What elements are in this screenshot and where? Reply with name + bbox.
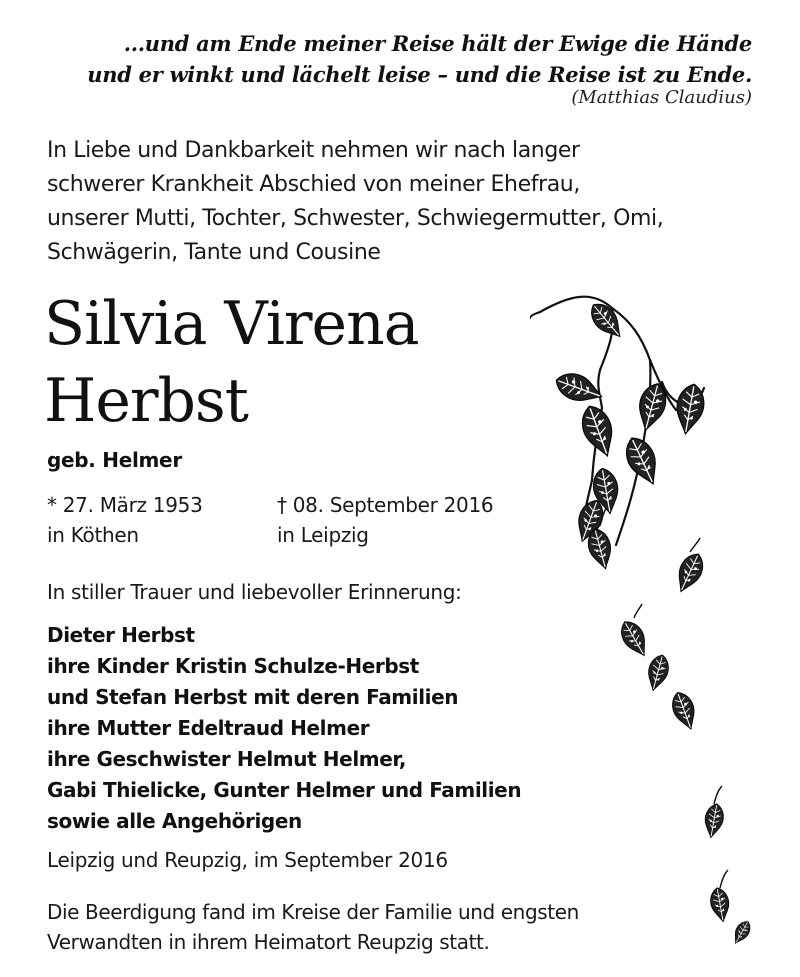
death-date: † 08. September 2016 bbox=[277, 493, 494, 517]
death-info bbox=[277, 490, 493, 550]
family-line: ihre Geschwister Helmut Helmer, bbox=[47, 747, 407, 771]
quote-line-1: ...und am Ende meiner Reise hält der Ewige die Hände bbox=[123, 31, 752, 56]
family-line: Dieter Herbst bbox=[47, 623, 195, 647]
quote-line-2: und er winkt und lächelt leise – und die Reise ist zu Ende. bbox=[87, 62, 752, 87]
family-line: Gabi Thielicke, Gunter Helmer und Familien bbox=[47, 778, 522, 802]
deceased-name-line-2: Herbst bbox=[44, 366, 248, 436]
death-place: in Leipzig bbox=[277, 523, 369, 547]
intro-text bbox=[47, 134, 747, 270]
intro-line: unserer Mutti, Tochter, Schwester, Schwiegermutter, Omi, bbox=[47, 206, 664, 231]
family-line: sowie alle Angehörigen bbox=[47, 809, 302, 833]
place-date: Leipzig und Reupzig, im September 2016 bbox=[47, 848, 448, 872]
birth-info bbox=[47, 490, 203, 550]
mourning-line: In stiller Trauer und liebevoller Erinnerung: bbox=[47, 580, 462, 604]
family-line: ihre Mutter Edeltraud Helmer bbox=[47, 716, 370, 740]
family-line: ihre Kinder Kristin Schulze-Herbst bbox=[47, 654, 419, 678]
intro-line: In Liebe und Dankbarkeit nehmen wir nach langer bbox=[47, 138, 580, 163]
birth-date: * 27. März 1953 bbox=[47, 493, 203, 517]
quote-attribution: (Matthias Claudius) bbox=[571, 87, 752, 108]
burial-line: Die Beerdigung fand im Kreise der Familie und engsten bbox=[47, 900, 579, 924]
deceased-name-line-1: Silvia Virena bbox=[44, 289, 419, 359]
family-list bbox=[47, 620, 521, 837]
birth-name: geb. Helmer bbox=[47, 448, 182, 472]
birch-branch-illustration bbox=[530, 290, 800, 970]
intro-line: schwerer Krankheit Abschied von meiner Ehefrau, bbox=[47, 172, 580, 197]
burial-note bbox=[47, 897, 579, 957]
family-line: und Stefan Herbst mit deren Familien bbox=[47, 685, 459, 709]
burial-line: Verwandten in ihrem Heimatort Reupzig statt. bbox=[47, 930, 490, 954]
birth-place: in Köthen bbox=[47, 523, 139, 547]
intro-line: Schwägerin, Tante und Cousine bbox=[47, 240, 381, 265]
